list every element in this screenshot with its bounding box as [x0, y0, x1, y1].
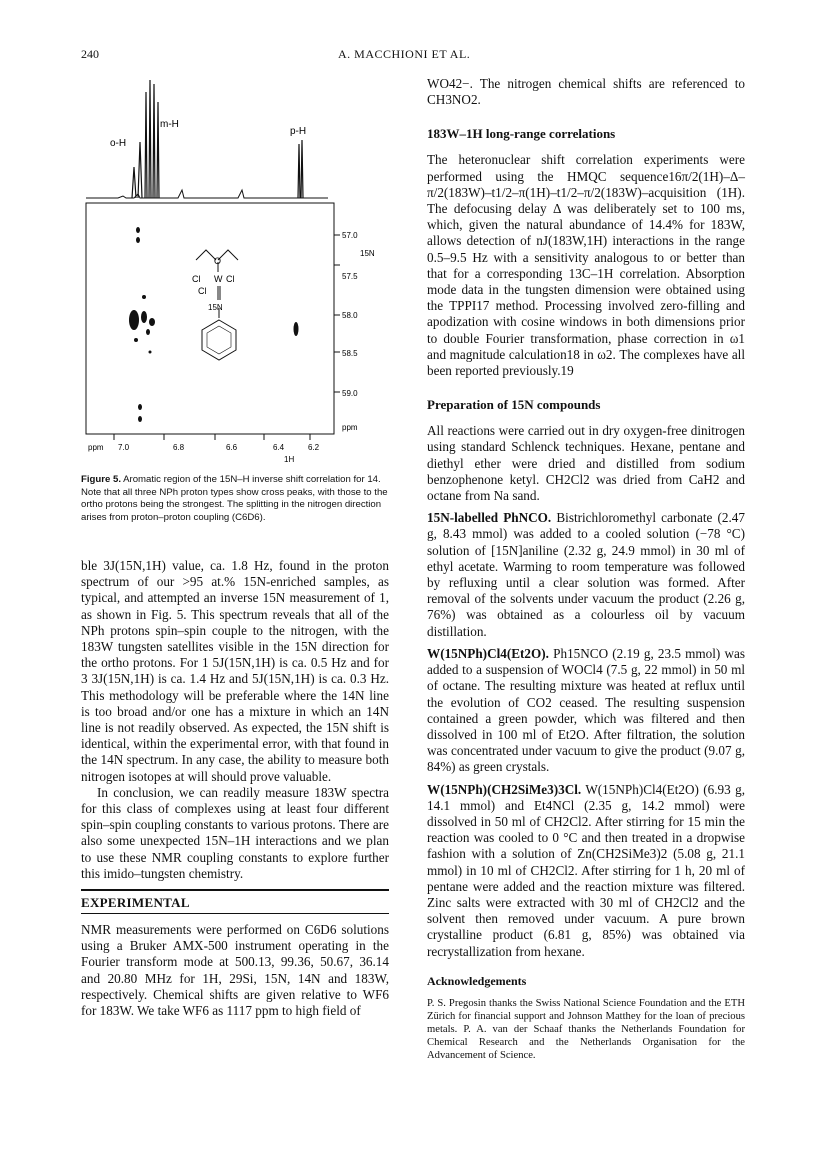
axis-tick-6-2: 6.2 — [308, 443, 320, 452]
axis-tick-57-5: 57.5 — [342, 272, 358, 281]
paragraph-phnco — [427, 510, 745, 640]
ortho-peak — [132, 142, 142, 198]
atom-w: W — [214, 274, 223, 284]
paragraph-w1 — [427, 646, 745, 776]
nmr-figure — [78, 72, 418, 472]
atom-cl-left: Cl — [192, 274, 201, 284]
section2-text: All reactions were carried out in dry oxygen-free dinitrogen using standard Schlenck techniques. Hexane, pentane and diethyl ether were dried and distilled from sodium benzophenone ketyl. CH2Cl2 was dried from CaH2 and octane from Na sand. — [427, 423, 745, 504]
section2-heading: Preparation of 15N compounds — [427, 397, 601, 413]
paragraph-w2 — [427, 782, 745, 960]
paragraph-isotopes: ble 3J(15N,1H) value, ca. 1.8 Hz, found in the proton spectrum of our >95 at.% 15N-enriched samples, as typical, and attempted an inverse 15N measurement of 1, as shown in Fig. 5. This spectrum reveals that all of the NPh protons spin–spin couple to the nitrogen, with the 183W tungsten satellites visible in the 15N direction for the ortho protons. For 1 5J(15N,1H) is ca. 0.5 Hz and for 3 3J(15N,1H) is ca. 1.4 Hz and 5J(15N,1H) is ca. 0.3 Hz. This methodology will be preferable where the 14N line is too broad and/or one has a mixture in which an 14N line is not readily observed. As expected, the 15N shift is identical, within the experimental error, with that found in the 14N spectrum. In any case, the ability to measure both nitrogen isotopes at will should prove valuable. — [81, 558, 389, 784]
section1-heading: 183W–1H long-range correlations — [427, 126, 616, 142]
axis-tick-58-5: 58.5 — [342, 349, 358, 358]
atom-cl-right: Cl — [226, 274, 235, 284]
experimental-section — [81, 922, 389, 1019]
meta-peak — [145, 80, 159, 198]
axis-tick-6-4: 6.4 — [273, 443, 285, 452]
ack-text: P. S. Pregosin thanks the Swiss National Science Foundation and the ETH Zürich for financial support and Johnson Matthey for the loan of precious metals. P. A. van der Schaaf thanks the Netherlands Foundation for Chemical Research and the Netherlands Organisation for the Advancement of Science. — [427, 997, 745, 1061]
spectrum-baseline — [86, 190, 328, 198]
axis-label-15n: 15N — [360, 249, 375, 258]
axis-tick-59-0: 59.0 — [342, 389, 358, 398]
w1-text: Ph15NCO (2.19 g, 23.5 mmol) was added to a suspension of WOCl4 (7.5 g, 22 mmol) in 50 ml of octane. The resulting mixture was heated at reflux until the evolution of CO2 ceased. The resulting suspension contained a green powder, which was filtered and then dissolved in 100 ml of Et2O. After filtration, the solution was concentrated under vacuum to give the product (9.07 g, 84%) as green crystals. — [427, 645, 745, 775]
atom-n15: 15N — [208, 303, 223, 312]
experimental-heading: EXPERIMENTAL — [81, 895, 190, 910]
atom-o: O — [214, 256, 222, 266]
figure-caption — [81, 474, 389, 524]
axis-tick-6-6: 6.6 — [226, 443, 238, 452]
phnco-text: Bistrichloromethyl carbonate (2.47 g, 8.43 mmol) was added to a cooled solution (−78 °C) solution of [15N]aniline (2.32 g, 24.9 mmol) in 30 ml of ethyl acetate. Warming to room temperature was followed by refluxing until a clear solution was formed. After removal of the solvents under vacuum the product (2.26 g, 76%) was obtained as a colourless oil by vacuum distillation. — [427, 510, 745, 639]
para-peak — [298, 140, 303, 198]
running-head: A. MACCHIONI ET AL. — [338, 47, 471, 61]
paragraph-conclusion: In conclusion, we can readily measure 183W spectra for this class of complexes using at least four different spin–spin coupling constants to various protons. There are also some unexpected 15N–1H interactions and we plan to use these NMR coupling constants to explore further this imido–tungsten chemistry. — [81, 784, 389, 881]
axis-unit-right: ppm — [342, 423, 358, 432]
label-para: p-H — [290, 126, 307, 137]
atom-cl-bottom: Cl — [198, 286, 207, 296]
right-column — [427, 76, 745, 1062]
axis-tick-7-0: 7.0 — [118, 443, 130, 452]
intro-paragraph: WO42−. The nitrogen chemical shifts are referenced to CH3NO2. — [427, 76, 745, 108]
section1-text: The heteronuclear shift correlation experiments were performed using the HMQC sequence16π/2(1H)–Δ–π/2(183W)–t1/2–π(1H)–t1/2–π/2(183W)–acquisition (1H). The defocusing delay Δ was deliberately set to 100 ms, which, given the natural abundance of 14.4% for 183W, allows detection of nJ(183W,1H) interactions in the range 0.5–9.5 Hz with a sensitivity analogous to or better than that for a corresponding 13C–1H correlation. Absorption mode data in the tungsten dimension were obtained using the TPPI17 method. Processing involved zero-filling and apodization with cosine windows in both dimensions prior to double Fourier transformation, phase correction in ω1 and magnitude calculation18 in ω2. The complexes have all been reported previously.19 — [427, 152, 745, 379]
page-number: 240 — [81, 47, 99, 61]
left-column — [81, 558, 389, 882]
w2-title: W(15NPh)(CH2SiMe3)3Cl. — [427, 781, 582, 797]
experimental-text: NMR measurements were performed on C6D6 solutions using a Bruker AMX-500 instrument operating in the Fourier transform mode at 500.13, 99.36, 50.67, 36.14 and 20.80 MHz for 1H, 29Si, 15N, 14N and 183W, respectively. Chemical shifts are given relative to WF6 for 183W. We take WF6 as 1117 ppm to high field of — [81, 922, 389, 1019]
label-ortho: o-H — [110, 138, 127, 149]
axis-tick-57-0: 57.0 — [342, 231, 358, 240]
rule-top — [81, 889, 389, 891]
caption-text: Aromatic region of the 15N–H inverse shift correlation for 14. Note that all three NPh proton types show cross peaks, with those to the ortho protons being the strongest. The splitting in the nitrogen direction arises from proton–proton coupling (C6D6). — [81, 474, 388, 523]
axis-label-1h: 1H — [284, 455, 295, 464]
w1-title: W(15NPh)Cl4(Et2O). — [427, 645, 549, 661]
rule-bottom — [81, 913, 389, 914]
w2-text: W(15NPh)Cl4(Et2O) (6.93 g, 14.1 mmol) and Et4NCl (2.35 g, 14.2 mmol) were dissolved in 50 ml of CH2Cl2. After stirring for 15 min the reaction was cooled to 0 °C and then treated in a dropwise fashion with a solution of Zn(CH2SiMe3)2 (5.08 g, 21.1 mmol) in 10 ml of CH2Cl2. After stirring for 1 h, 20 ml of pentane were added and the reaction mixture was filtered. Zinc salts were extracted with 30 ml of CH2Cl2 and the solvent then removed under vacuum. A pure brown crystalline product (6.81 g, 85%) was obtained via recrystallization from hexane. — [427, 781, 745, 959]
ack-heading: Acknowledgements — [427, 973, 527, 988]
label-meta: m-H — [160, 119, 179, 130]
axis-tick-58-0: 58.0 — [342, 311, 358, 320]
contour-plot-frame — [86, 203, 334, 434]
axis-unit-bottom: ppm — [88, 443, 104, 452]
axis-tick-6-8: 6.8 — [173, 443, 185, 452]
phnco-title: 15N-labelled PhNCO. — [427, 510, 552, 526]
caption-title: Figure 5. — [81, 474, 121, 485]
